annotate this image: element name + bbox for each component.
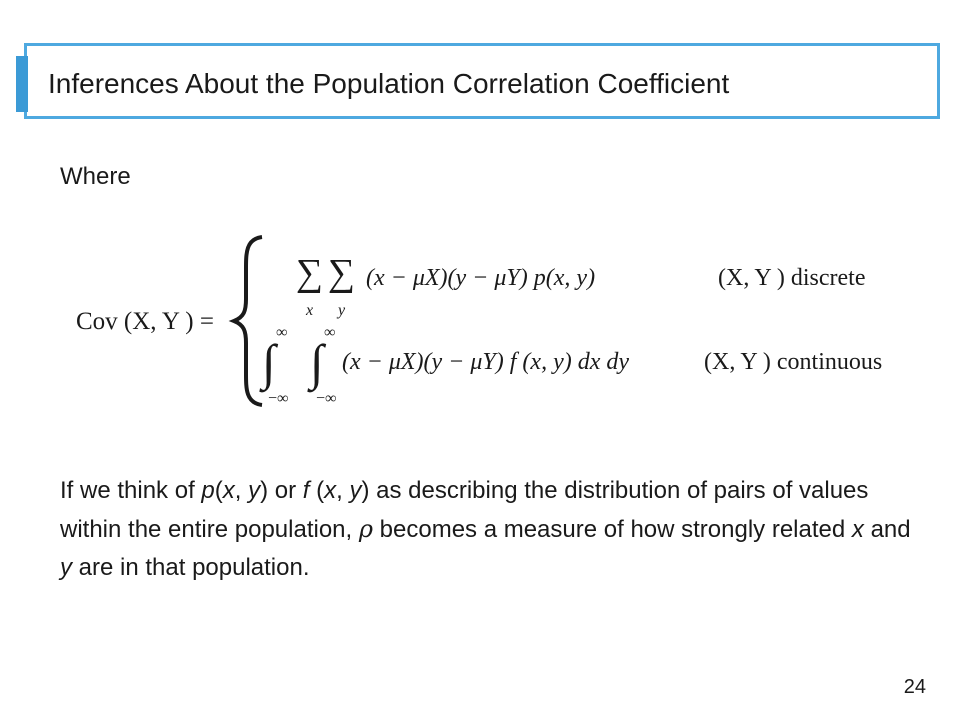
covariance-formula <box>0 225 960 415</box>
var-y: y <box>60 554 72 581</box>
integral-lower-limit-1: −∞ <box>268 390 289 407</box>
discrete-expression: (x − μX)(y − μY) p(x, y) <box>366 265 596 291</box>
integral-upper-limit-1: ∞ <box>276 324 288 341</box>
slide-title: Inferences About the Population Correlation Coefficient <box>48 68 730 99</box>
continuous-expression: (x − μX)(y − μY) f (x, y) dx dy <box>342 349 630 375</box>
sum-symbol-x: ∑ <box>296 252 324 294</box>
var-f: f <box>302 477 310 504</box>
continuous-condition: (X, Y ) continuous <box>704 349 883 375</box>
paragraph-text: ) as describing the distribution of pairs of values within the entire population, <box>60 477 869 543</box>
integral-lower-limit-2: −∞ <box>316 390 337 407</box>
explanation-paragraph <box>60 472 920 587</box>
integral-symbol-2: ∫ <box>310 334 324 390</box>
paragraph-text: ( <box>309 477 325 504</box>
title-accent-bar <box>16 56 28 112</box>
sum-index-x: x <box>306 302 314 319</box>
var-y: y <box>349 477 362 504</box>
paragraph-text: becomes a measure of how strongly related <box>372 516 852 543</box>
paragraph-text: , <box>234 477 249 504</box>
where-label: Where <box>60 163 131 190</box>
integral-upper-limit-2: ∞ <box>324 324 336 341</box>
page-number: 24 <box>903 676 926 698</box>
integral-symbol-1: ∫ <box>262 334 276 390</box>
var-x: x <box>851 516 864 543</box>
sum-symbol-y: ∑ <box>328 252 356 294</box>
rho-symbol: ρ <box>358 515 373 543</box>
var-x: x <box>324 477 337 504</box>
left-brace <box>234 237 262 405</box>
var-y: y <box>248 477 261 504</box>
paragraph-text: , <box>336 477 350 504</box>
paragraph-text: and <box>863 516 911 543</box>
sum-index-y: y <box>338 302 346 319</box>
paragraph-text: If we think of <box>60 477 202 504</box>
discrete-condition: (X, Y ) discrete <box>718 265 866 291</box>
paragraph-text: are in that population. <box>72 554 310 581</box>
var-p: p <box>201 477 215 504</box>
formula-lhs: Cov (X, Y ) = <box>76 308 214 335</box>
var-x: x <box>222 477 235 504</box>
paragraph-text: ( <box>214 477 223 504</box>
paragraph-text: ) or <box>260 477 303 504</box>
